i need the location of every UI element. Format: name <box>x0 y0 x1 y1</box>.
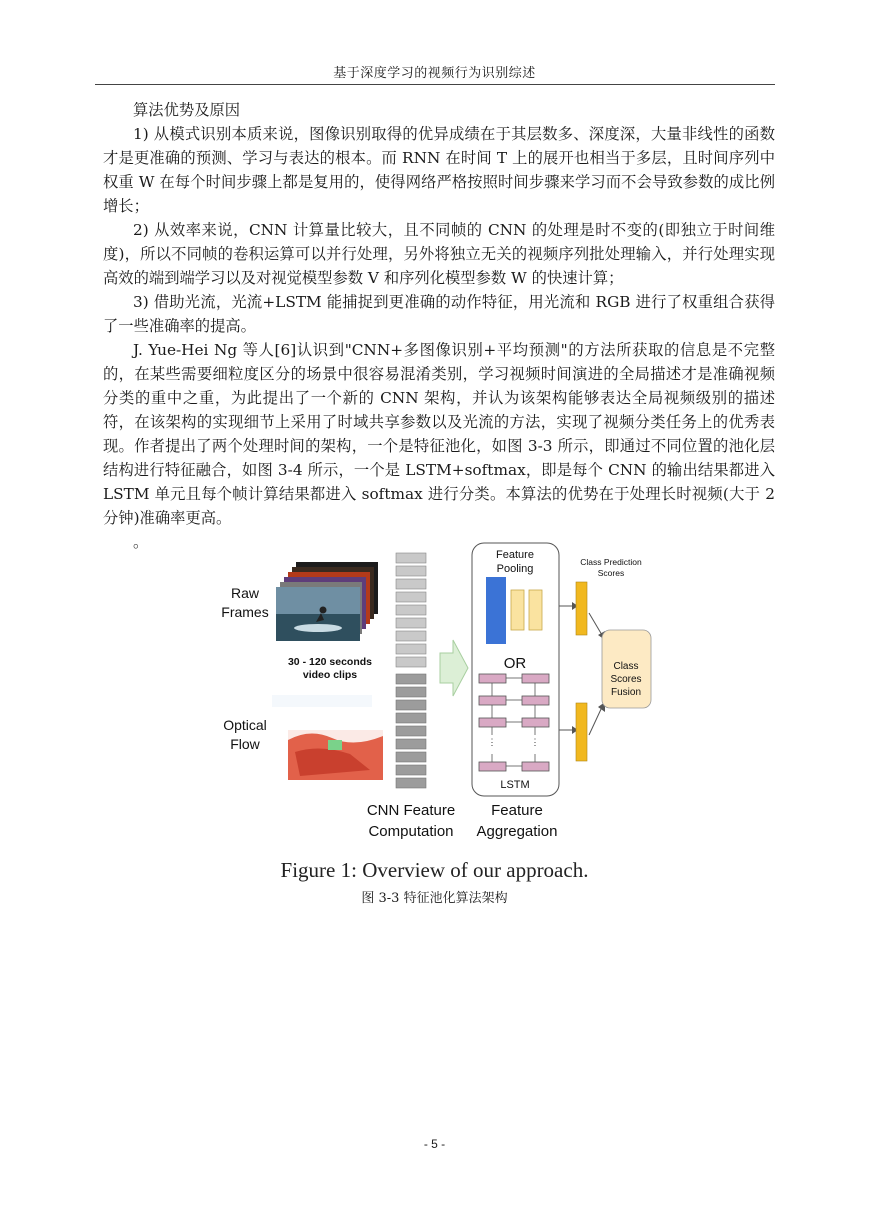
label-optical: Optical <box>223 717 267 733</box>
paragraph-dangling-mark: 。 <box>133 533 149 551</box>
raw-frames-stack-image <box>276 562 378 641</box>
label-aggregation: Aggregation <box>476 823 558 840</box>
header-rule <box>95 84 775 85</box>
paragraph-ng-method: J. Yue-Hei Ng 等人[6]认识到"CNN+多图像识别+平均预测"的方法所获取的信息是不完整的，在某些需要细粒度区分的场景中很容易混淆类别，学习视频时间演进的全局描述才是准确视频分类的重中之重，为此提出了一个新的 CNN 架构，并认为该架构能够表达全局视频级别的描述符，在该架构的实现细节上采用了时域共享参数以及光流的方法，实现了视频分类任务上的优秀表现。作者提出了两个处理时间的架构，一个是特征池化，如图 3-3 所示，即通过不同位置的池化层结构进行特征融合，如图 3-4 所示，一个是 LSTM+softmax，即是每个 CNN 的输出结果都进入 LSTM 单元且每个帧计算结果都进入 softmax 进行分类。本算法的优势在于处理长时视频(大于 2 分钟)准确率更高。 <box>103 341 775 527</box>
label-clips-length: 30 - 120 seconds <box>287 656 373 668</box>
paragraph-point-3: 3) 借助光流，光流+LSTM 能捕捉到更准确的动作特征，用光流和 RGB 进行了权重组合获得了一些准确率的提高。 <box>103 293 775 335</box>
lstm-ellipsis-right: ⋮ <box>530 737 540 747</box>
forward-arrow-icon <box>440 640 468 696</box>
label-computation: Computation <box>368 823 454 840</box>
label-lstm: LSTM <box>500 779 530 791</box>
label-video-clips: video clips <box>302 669 358 681</box>
label-flow: Flow <box>230 736 260 752</box>
label-feature-pooling-2: Pooling <box>496 563 534 575</box>
optical-flow-image <box>272 695 383 780</box>
running-header: 基于深度学习的视频行为识别综述 <box>333 66 536 81</box>
paragraph-point-2: 2) 从效率来说，CNN 计算量比较大，且不同帧的 CNN 的处理是时不变的(即独立于时间维度)，所以不同帧的卷积运算可以并行处理，另外将独立无关的视频序列批处理输入，并行处理实现高效的端到端学习以及对视觉模型参数 V 和序列化模型参数 W 的快速计算； <box>103 221 775 287</box>
label-fusion-scores: Scores <box>610 674 642 685</box>
section-heading: 算法优势及原因 <box>133 101 241 119</box>
label-raw: Raw <box>230 585 260 601</box>
body-text <box>103 98 775 554</box>
label-feature: Feature <box>491 802 543 819</box>
architecture-diagram <box>200 540 670 845</box>
pooling-feature-bar-blue <box>486 577 506 644</box>
label-frames: Frames <box>221 604 269 620</box>
page-number: - 5 - <box>423 1137 446 1151</box>
lstm-ellipsis-left: ⋮ <box>487 737 497 747</box>
figure-caption: 图 3-3 特征池化算法架构 <box>361 891 508 906</box>
label-or: OR <box>503 655 527 672</box>
label-fusion-fusion: Fusion <box>610 687 642 698</box>
figure-original-title: Figure 1: Overview of our approach. <box>280 858 589 882</box>
label-class-prediction-2: Scores <box>597 568 625 578</box>
architecture-figure <box>200 540 670 845</box>
paragraph-point-1: 1) 从模式识别本质来说，图像识别取得的优异成绩在于其层数多、深度深，大量非线性的函数才是更准确的预测、学习与表达的根本。而 RNN 在时间 T 上的展开也相当于多层，且时间序列中权重 W 在每个时间步骤上都是复用的，使得网络严格按照时间步骤来学习而不会导致参数的成比例增长； <box>103 125 775 215</box>
label-fusion-class: Class <box>613 661 639 672</box>
pooling-feature-bar-yellow-2 <box>529 590 542 630</box>
class-score-bar-top <box>576 582 587 635</box>
label-class-prediction-1: Class Prediction <box>580 557 642 567</box>
pooling-feature-bar-yellow-1 <box>511 590 524 630</box>
cnn-layer-column <box>396 553 426 788</box>
label-cnn-feature: CNN Feature <box>366 802 456 819</box>
label-feature-pooling-1: Feature <box>496 549 534 561</box>
class-score-bar-bottom <box>576 703 587 761</box>
